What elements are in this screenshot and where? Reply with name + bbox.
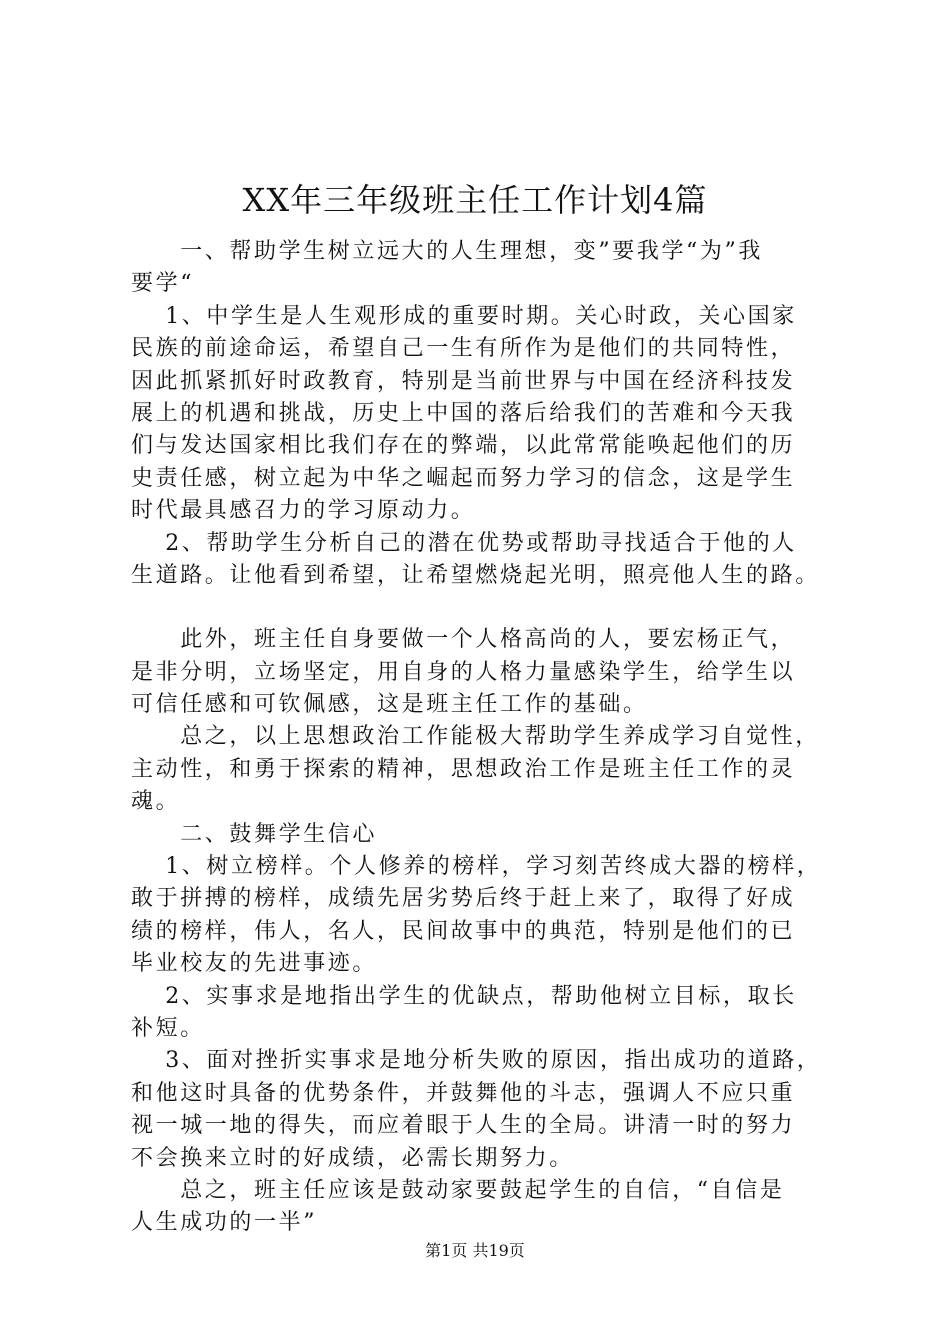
paragraph-line: 民族的前途命运，希望自己一生有所作为是他们的共同特性，	[131, 336, 796, 362]
paragraph-line: 2、帮助学生分析自己的潜在优势或帮助寻找适合于他的人	[131, 530, 797, 556]
paragraph	[131, 528, 851, 593]
paragraph-line: 二、鼓舞学生信心	[131, 821, 378, 847]
paragraph-line: 展上的机遇和挑战，历史上中国的落后给我们的苦难和今天我	[131, 400, 796, 426]
paragraph-spacer	[131, 592, 851, 624]
paragraph	[131, 1045, 851, 1175]
paragraph	[131, 624, 851, 721]
paragraph-line: 此外，班主任自身要做一个人格高尚的人，要宏杨正气，	[131, 627, 796, 653]
paragraph-line: 生道路。让他看到希望，让希望燃烧起光明，照亮他人生的路。	[131, 562, 820, 588]
page-number-footer: 第1页 共19页	[425, 1241, 525, 1260]
paragraph-line: 人生成功的一半”	[131, 1210, 318, 1236]
paragraph-line: 因此抓紧抓好时政教育，特别是当前世界与中国在经济科技发	[131, 368, 796, 394]
paragraph-line: 总之，以上思想政治工作能极大帮助学生养成学习自觉性，	[131, 724, 820, 750]
paragraph-line: 1、树立榜样。个人修养的榜样，学习刻苦终成大器的榜样，	[131, 854, 822, 880]
paragraph-line: 是非分明，立场坚定，用自身的人格力量感染学生，给学生以	[131, 659, 796, 685]
paragraph-line: 毕业校友的先进事迹。	[131, 951, 378, 977]
paragraph	[131, 981, 851, 1046]
paragraph-line: 绩的榜样，伟人，名人，民间故事中的典范，特别是他们的已	[131, 918, 796, 944]
paragraph-line: 们与发达国家相比我们存在的弊端，以此常常能唤起他们的历	[131, 433, 796, 459]
paragraph	[131, 236, 851, 301]
paragraph	[131, 819, 851, 851]
document-title: XX年三年级班主任工作计划4篇	[242, 181, 708, 219]
paragraph-line: 主动性，和勇于探索的精神，思想政治工作是班主任工作的灵	[131, 756, 796, 782]
paragraph-line: 总之，班主任应该是鼓动家要鼓起学生的自信，“自信是	[131, 1177, 785, 1203]
paragraph-line: 3、面对挫折实事求是地分析失败的原因，指出成功的道路，	[131, 1048, 822, 1074]
paragraph-line: 可信任感和可钦佩感，这是班主任工作的基础。	[131, 692, 648, 718]
paragraph-line: 2、实事求是地指出学生的优缺点，帮助他树立目标，取长	[131, 983, 797, 1009]
paragraph-line: 不会换来立时的好成绩，必需长期努力。	[131, 1145, 574, 1171]
paragraph-line: 敢于拼搏的榜样，成绩先居劣势后终于赶上来了，取得了好成	[131, 886, 796, 912]
paragraph	[131, 1175, 851, 1240]
document-body	[131, 236, 851, 1240]
paragraph	[131, 851, 851, 981]
paragraph-line: 1、中学生是人生观形成的重要时期。关心时政，关心国家	[131, 303, 797, 329]
paragraph-line: 补短。	[131, 1015, 205, 1041]
paragraph-line: 史责任感，树立起为中华之崛起而努力学习的信念，这是学生	[131, 465, 796, 491]
paragraph-line: 视一城一地的得失，而应着眼于人生的全局。讲清一时的努力	[131, 1113, 796, 1139]
paragraph-line: 和他这时具备的优势条件，并鼓舞他的斗志，强调人不应只重	[131, 1080, 796, 1106]
paragraph-line: 一、帮助学生树立远大的人生理想，变”要我学“为”我	[131, 239, 763, 264]
paragraph-line: 魂。	[131, 789, 181, 815]
paragraph-line: 时代最具感召力的学习原动力。	[131, 498, 476, 524]
paragraph-line: 要学“	[131, 271, 195, 297]
paragraph	[131, 721, 851, 818]
paragraph	[131, 301, 851, 528]
